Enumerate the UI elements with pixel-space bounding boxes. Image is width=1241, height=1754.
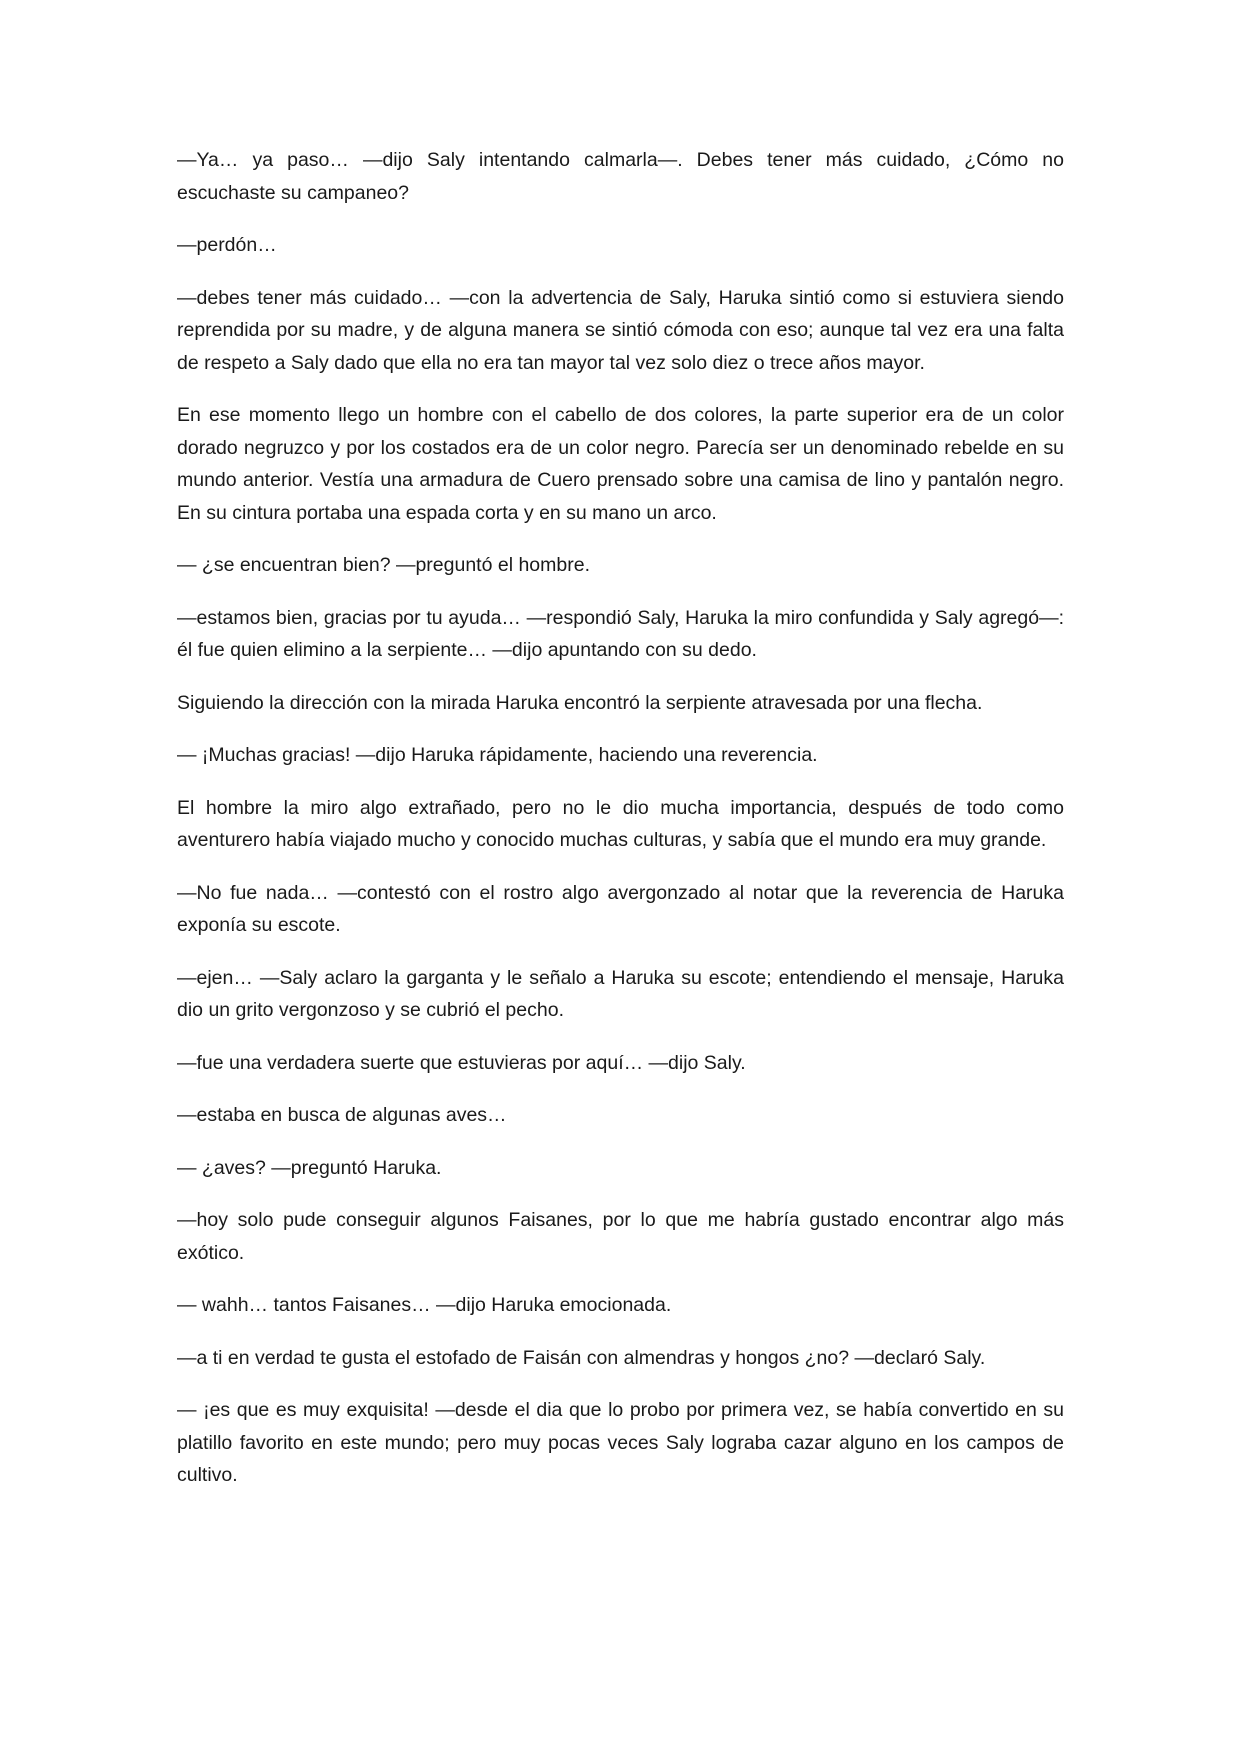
paragraph: —No fue nada… —contestó con el rostro algo avergonzado al notar que la reverencia de Haruka exponía su escote.: [177, 881, 1064, 936]
document-page: [177, 144, 1064, 1512]
paragraph: Siguiendo la dirección con la mirada Haruka encontró la serpiente atravesada por una flecha.: [177, 691, 983, 714]
paragraph: —hoy solo pude conseguir algunos Faisanes, por lo que me habría gustado encontrar algo más exótico.: [177, 1209, 1064, 1264]
paragraph: —ejen… —Saly aclaro la garganta y le señalo a Haruka su escote; entendiendo el mensaje, Haruka dio un grito vergonzoso y se cubrió el pecho.: [177, 966, 1064, 1021]
paragraph: —perdón…: [177, 234, 277, 256]
paragraph: En ese momento llego un hombre con el cabello de dos colores, la parte superior era de un color dorado negruzco y por los costados era de un color negro. Parecía ser un denominado rebelde en su mundo anterior. Vestía una armadura de Cuero prensado sobre una camisa de lino y pantalón negro. En su cintura portaba una espada corta y en su mano un arco.: [177, 404, 1064, 524]
paragraph: — ¿se encuentran bien? —preguntó el hombre.: [177, 554, 590, 576]
paragraph: —fue una verdadera suerte que estuvieras por aquí… —dijo Saly.: [177, 1051, 746, 1074]
paragraph: —estaba en busca de algunas aves…: [177, 1104, 507, 1126]
paragraph: —a ti en verdad te gusta el estofado de Faisán con almendras y hongos ¿no? —declaró Saly.: [177, 1346, 986, 1369]
paragraph: —Ya… ya paso… —dijo Saly intentando calmarla—. Debes tener más cuidado, ¿Cómo no escuchaste su campaneo?: [177, 149, 1064, 204]
paragraph: —estamos bien, gracias por tu ayuda… —respondió Saly, Haruka la miro confundida y Saly agregó—: él fue quien elimino a la serpiente… —dijo apuntando con su dedo.: [177, 606, 1064, 661]
paragraph: El hombre la miro algo extrañado, pero no le dio mucha importancia, después de todo como aventurero había viajado mucho y conocido muchas culturas, y sabía que el mundo era muy grande.: [177, 796, 1064, 851]
paragraph: — ¿aves? —preguntó Haruka.: [177, 1156, 442, 1179]
paragraph: — wahh… tantos Faisanes… —dijo Haruka emocionada.: [177, 1294, 672, 1316]
paragraph: — ¡es que es muy exquisita! —desde el dia que lo probo por primera vez, se había convertido en su platillo favorito en este mundo; pero muy pocas veces Saly lograba cazar alguno en los campos de cultivo.: [177, 1399, 1064, 1486]
paragraph: — ¡Muchas gracias! —dijo Haruka rápidamente, haciendo una reverencia.: [177, 744, 818, 766]
paragraph: —debes tener más cuidado… —con la advertencia de Saly, Haruka sintió como si estuviera siendo reprendida por su madre, y de alguna manera se sintió cómoda con eso; aunque tal vez era una falta de respeto a Saly dado que ella no era tan mayor tal vez solo diez o trece años mayor.: [177, 286, 1064, 374]
